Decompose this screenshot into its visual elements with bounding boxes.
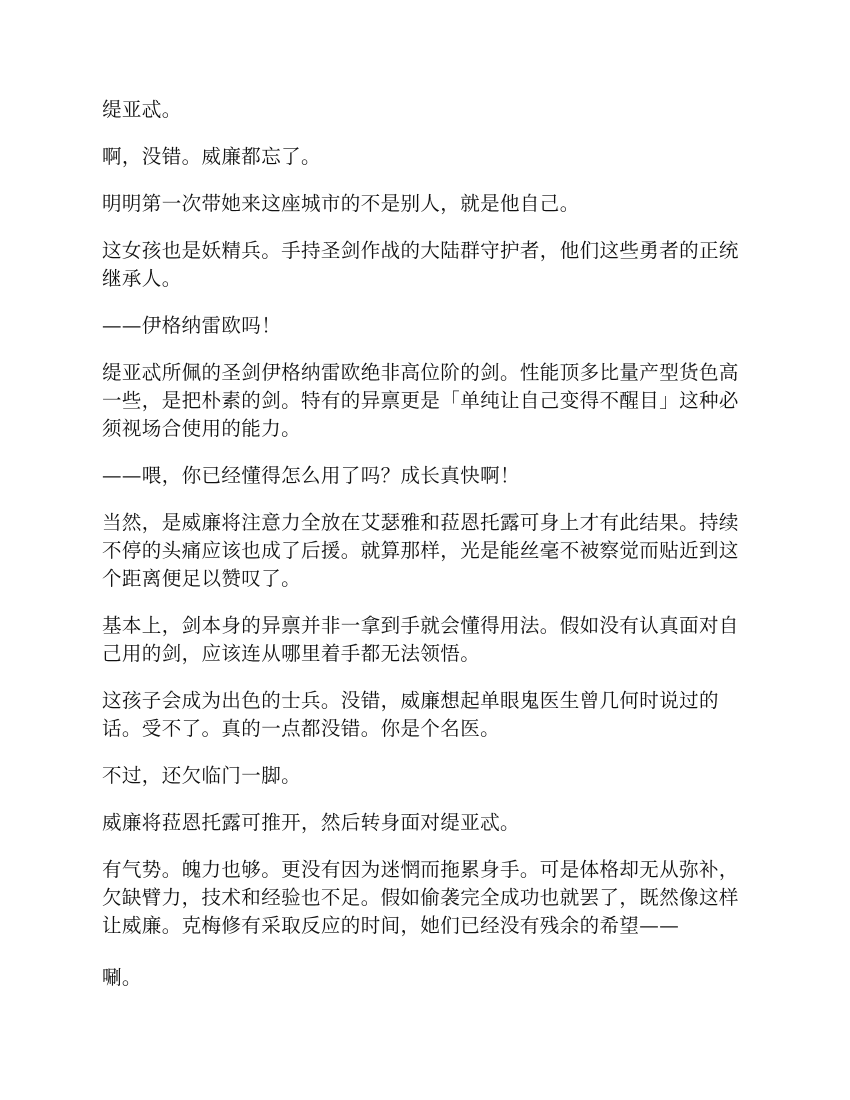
body-text [102,96,750,959]
paragraph-9: 基本上，剑本身的异禀并非一拿到手就会懂得用法。假如没有认真面对自己用的剑，应该连从哪里着手都无法领悟。 [102,614,739,665]
paragraph-11: 不过，还欠临门一脚。 [102,764,302,787]
final-line: 唰。 [102,966,142,989]
paragraph-7: ——喂，你已经懂得怎么用了吗？成长真快啊！ [102,464,520,487]
paragraph-1: 缇亚忒。 [102,98,182,121]
paragraph-10: 这孩子会成为出色的士兵。没错，威廉想起单眼鬼医生曾几何时说过的话。受不了。真的一点都没错。你是个名医。 [102,689,719,740]
paragraph-6: 缇亚忒所佩的圣剑伊格纳雷欧绝非高位阶的剑。性能顶多比量产型货色高一些，是把朴素的剑。特有的异禀更是「单纯让自己变得不醒目」这种必须视场合使用的能力。 [102,361,739,440]
paragraph-4: 这女孩也是妖精兵。手持圣剑作战的大陆群守护者，他们这些勇者的正统继承人。 [102,239,739,290]
paragraph-12: 威廉将菈恩托露可推开，然后转身面对缇亚忒。 [102,811,520,834]
paragraph-2: 啊，没错。威廉都忘了。 [102,145,321,168]
paragraph-3: 明明第一次带她来这座城市的不是别人，就是他自己。 [102,192,580,215]
paragraph-8: 当然，是威廉将注意力全放在艾瑟雅和菈恩托露可身上才有此结果。持续不停的头痛应该也成了后援。就算那样，光是能丝毫不被察觉而贴近到这个距离便足以赞叹了。 [102,511,739,590]
paragraph-13: 有气势。魄力也够。更没有因为迷惘而拖累身手。可是体格却无从弥补，欠缺臂力，技术和经验也不足。假如偷袭完全成功也就罢了，既然像这样让威廉。克梅修有采取反应的时间，她们已经没有残余的希望—— [102,858,739,937]
paragraph-5: ——伊格纳雷欧吗！ [102,314,282,337]
